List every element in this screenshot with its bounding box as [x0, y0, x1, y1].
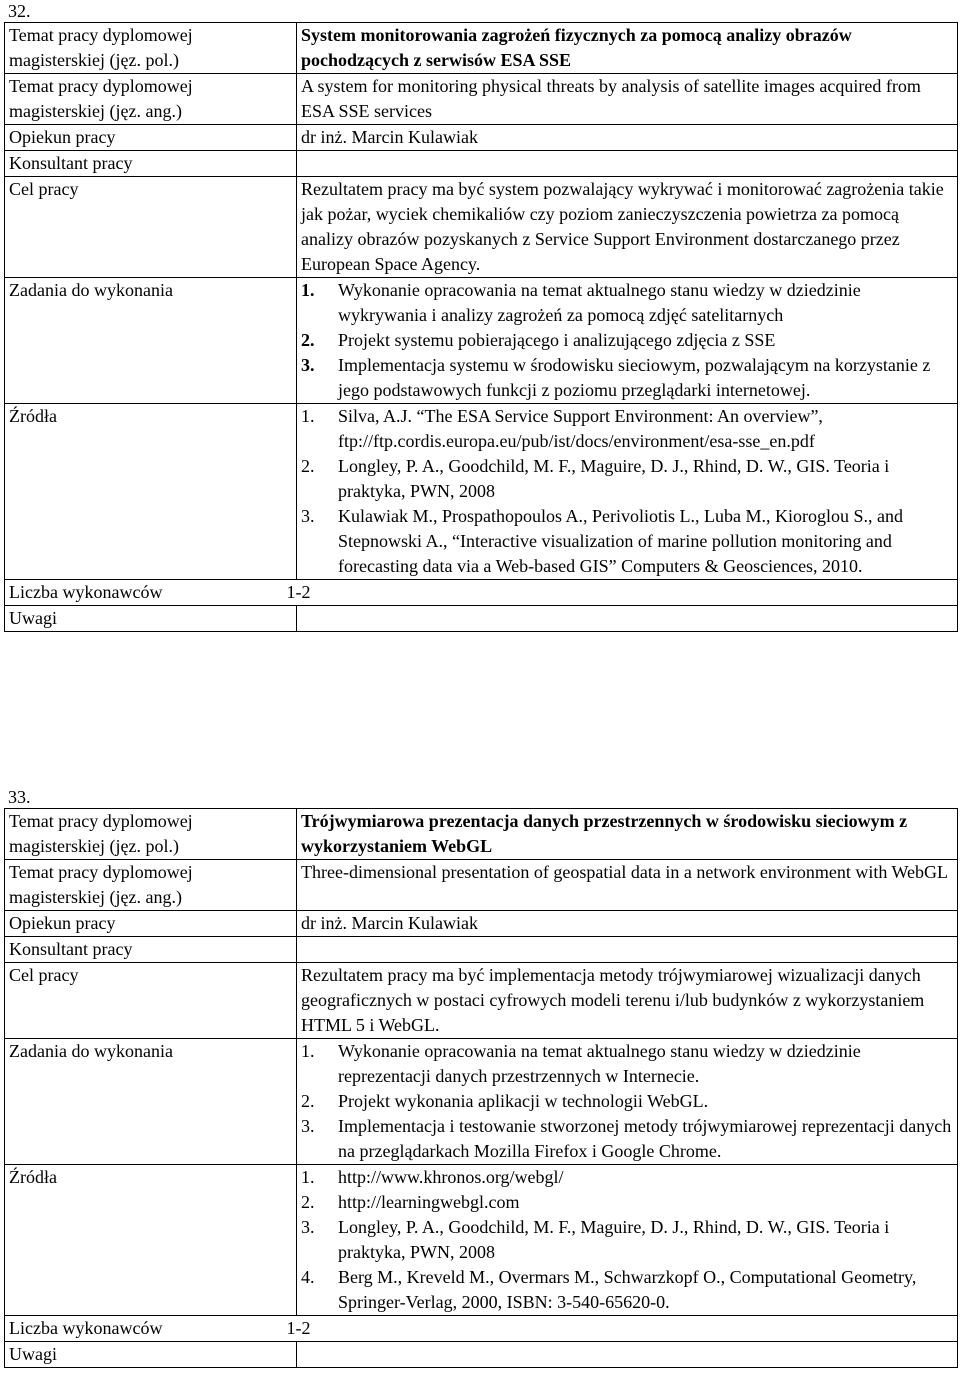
source-text: http://www.khronos.org/webgl/	[338, 1167, 564, 1187]
task-number: 3.	[301, 355, 315, 375]
label-goal: Cel pracy	[5, 177, 297, 278]
tasks-list	[301, 1039, 953, 1164]
source-number: 4.	[301, 1267, 315, 1287]
value-notes	[297, 1342, 958, 1368]
label-sources: Źródła	[5, 404, 297, 580]
value-supervisor: dr inż. Marcin Kulawiak	[297, 911, 958, 937]
source-item	[301, 1190, 953, 1215]
task-text: Projekt systemu pobierającego i analizującego zdjęcia z SSE	[338, 330, 776, 350]
row-tasks	[5, 278, 958, 404]
label-goal: Cel pracy	[5, 963, 297, 1039]
tasks-list	[301, 278, 953, 403]
label-notes: Uwagi	[5, 1342, 297, 1368]
source-number: 2.	[301, 456, 315, 476]
label-title-pl: Temat pracy dyplomowej magisterskiej (jęz. pol.)	[5, 809, 297, 860]
row-tasks	[5, 1039, 958, 1165]
source-item	[301, 454, 953, 504]
task-number: 1.	[301, 280, 315, 300]
value-goal: Rezultatem pracy ma być system pozwalający wykrywać i monitorować zagrożenia takie jak pożar, wyciek chemikaliów czy poziom zanieczyszczenia powietrza za pomocą analizy obrazów pozyskanych z Service Support Environment dostarczanego przez European Space Agency.	[297, 177, 958, 278]
value-tasks	[297, 278, 958, 404]
value-count	[286, 580, 958, 606]
label-title-pl: Temat pracy dyplomowej magisterskiej (jęz. pol.)	[5, 23, 297, 74]
task-item	[301, 1089, 953, 1114]
value-title-pl: System monitorowania zagrożeń fizycznych za pomocą analizy obrazów pochodzących z serwisów ESA SSE	[297, 23, 958, 74]
label-consultant: Konsultant pracy	[5, 937, 297, 963]
sources-list	[301, 404, 953, 579]
source-text: Berg M., Kreveld M., Overmars M., Schwarzkopf O., Computational Geometry, Springer-Verlag, 2000, ISBN: 3-540-65620-0.	[338, 1267, 917, 1312]
value-goal: Rezultatem pracy ma być implementacja metody trójwymiarowej wizualizacji danych geograficznych w postaci cyfrowych modeli terenu i/lub budynków z wykorzystaniem HTML 5 i WebGL.	[297, 963, 958, 1039]
label-tasks: Zadania do wykonania	[5, 1039, 297, 1165]
row-supervisor	[5, 125, 958, 151]
label-count-text: Liczba wykonawców	[9, 1318, 163, 1338]
value-count-text: 1-2	[286, 1318, 311, 1338]
value-notes	[297, 606, 958, 632]
row-goal	[5, 963, 958, 1039]
task-number: 2.	[301, 330, 315, 350]
row-count	[5, 580, 958, 606]
value-supervisor: dr inż. Marcin Kulawiak	[297, 125, 958, 151]
task-number: 3.	[301, 1116, 315, 1136]
value-count	[286, 1316, 958, 1342]
label-title-en: Temat pracy dyplomowej magisterskiej (jęz. ang.)	[5, 74, 297, 125]
task-item	[301, 1039, 953, 1089]
source-item	[301, 1215, 953, 1265]
task-text: Implementacja systemu w środowisku sieciowym, pozwalającym na korzystanie z jego podstawowych funkcji z poziomu przeglądarki internetowej.	[338, 355, 931, 400]
value-sources	[297, 404, 958, 580]
source-text: Silva, A.J. “The ESA Service Support Environment: An overview”, ftp://ftp.cordis.europa.eu/pub/ist/docs/environment/esa-sse_en.pdf	[338, 406, 823, 451]
row-title-en	[5, 74, 958, 125]
label-tasks: Zadania do wykonania	[5, 278, 297, 404]
source-item	[301, 404, 953, 454]
source-item	[301, 1165, 953, 1190]
label-notes: Uwagi	[5, 606, 297, 632]
value-count-text: 1-2	[286, 582, 311, 602]
task-text: Wykonanie opracowania na temat aktualnego stanu wiedzy w dziedzinie wykrywania i analizy zagrożeń za pomocą zdjęć satelitarnych	[338, 280, 861, 325]
source-number: 1.	[301, 406, 315, 426]
value-title-en: Three-dimensional presentation of geospatial data in a network environment with WebGL	[297, 860, 958, 911]
row-supervisor	[5, 911, 958, 937]
label-title-en: Temat pracy dyplomowej magisterskiej (jęz. ang.)	[5, 860, 297, 911]
sources-list	[301, 1165, 953, 1315]
task-item	[301, 328, 953, 353]
value-tasks	[297, 1039, 958, 1165]
topic-table	[4, 808, 958, 1368]
row-consultant	[5, 151, 958, 177]
label-count-text: Liczba wykonawców	[9, 582, 163, 602]
source-number: 3.	[301, 506, 315, 526]
task-item	[301, 278, 953, 328]
value-sources	[297, 1165, 958, 1316]
value-title-pl: Trójwymiarowa prezentacja danych przestrzennych w środowisku sieciowym z wykorzystaniem WebGL	[297, 809, 958, 860]
row-goal	[5, 177, 958, 278]
topic-number: 32.	[8, 1, 31, 21]
label-count	[5, 580, 297, 606]
label-consultant: Konsultant pracy	[5, 151, 297, 177]
topic-32	[4, 0, 958, 632]
source-number: 3.	[301, 1217, 315, 1237]
topic-33	[4, 786, 958, 1368]
task-text: Implementacja i testowanie stworzonej metody trójwymiarowej reprezentacji danych na przeglądarkach Mozilla Firefox i Google Chrome.	[338, 1116, 952, 1161]
task-number: 2.	[301, 1091, 315, 1111]
topic-table	[4, 22, 958, 632]
task-number: 1.	[301, 1041, 315, 1061]
row-sources	[5, 1165, 958, 1316]
row-notes	[5, 606, 958, 632]
task-item	[301, 1114, 953, 1164]
source-text: Kulawiak M., Prospathopoulos A., Perivoliotis L., Luba M., Kioroglou S., and Stepnowski A., “Interactive visualization of marine pollution monitoring and forecasting data via a Web-based GIS” Computers & Geosciences, 2010.	[338, 506, 903, 576]
source-number: 2.	[301, 1192, 315, 1212]
value-consultant	[297, 151, 958, 177]
label-supervisor: Opiekun pracy	[5, 911, 297, 937]
row-consultant	[5, 937, 958, 963]
task-text: Projekt wykonania aplikacji w technologii WebGL.	[338, 1091, 709, 1111]
source-item	[301, 1265, 953, 1315]
source-text: Longley, P. A., Goodchild, M. F., Maguire, D. J., Rhind, D. W., GIS. Teoria i praktyka, PWN, 2008	[338, 456, 890, 501]
value-title-en: A system for monitoring physical threats by analysis of satellite images acquired from ESA SSE services	[297, 74, 958, 125]
row-count	[5, 1316, 958, 1342]
task-text: Wykonanie opracowania na temat aktualnego stanu wiedzy w dziedzinie reprezentacji danych przestrzennych w Internecie.	[338, 1041, 861, 1086]
row-title-pl	[5, 809, 958, 860]
source-text: http://learningwebgl.com	[338, 1192, 520, 1212]
row-notes	[5, 1342, 958, 1368]
label-count	[5, 1316, 297, 1342]
row-sources	[5, 404, 958, 580]
label-supervisor: Opiekun pracy	[5, 125, 297, 151]
value-consultant	[297, 937, 958, 963]
label-sources: Źródła	[5, 1165, 297, 1316]
row-title-pl	[5, 23, 958, 74]
source-text: Longley, P. A., Goodchild, M. F., Maguire, D. J., Rhind, D. W., GIS. Teoria i praktyka, PWN, 2008	[338, 1217, 890, 1262]
source-item	[301, 504, 953, 579]
row-title-en	[5, 860, 958, 911]
task-item	[301, 353, 953, 403]
source-number: 1.	[301, 1167, 315, 1187]
topic-number: 33.	[8, 787, 31, 807]
